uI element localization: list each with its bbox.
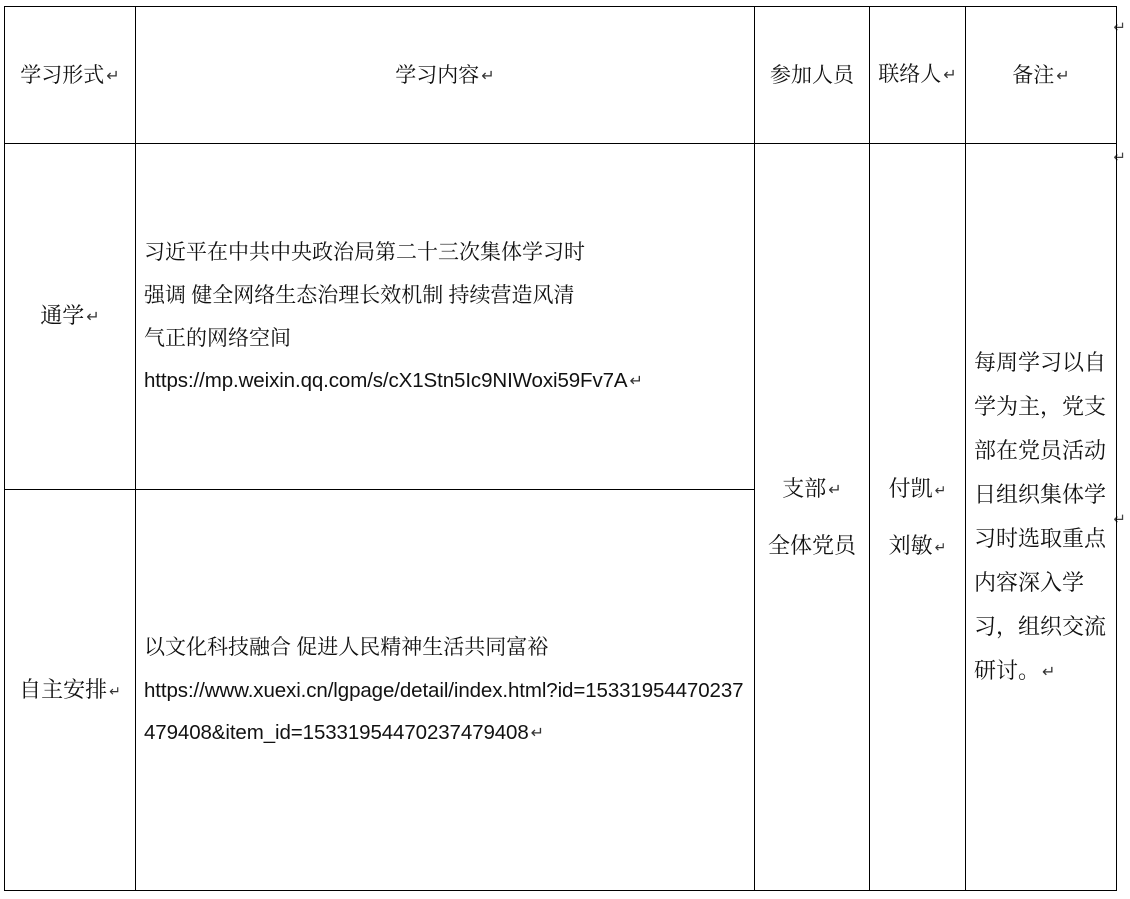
paragraph-mark-icon: ↵: [1042, 662, 1056, 681]
study-form-label-2: 自主安排: [19, 676, 108, 702]
contact-name-1: 付凯: [888, 475, 933, 501]
content-line: 强调 健全网络生态治理长效机制 持续营造风清: [144, 282, 575, 307]
paragraph-mark-icon: ↵: [934, 482, 947, 499]
remark-text: 每周学习以自学为主，党支部在党员活动日组织集体学习时选取重点内容深入学习，组织交流研讨。: [974, 350, 1107, 683]
cell-contacts: [870, 144, 966, 891]
content-line: 以文化科技融合 促进人民精神生活共同富裕: [144, 635, 549, 660]
content-link-1[interactable]: [144, 360, 746, 402]
content-link-2[interactable]: [144, 670, 746, 754]
cell-study-form-2: [5, 490, 136, 891]
margin-paragraph-mark: ↵: [1113, 18, 1126, 36]
cell-participants: [755, 144, 870, 891]
paragraph-mark-icon: ↵: [109, 683, 121, 700]
cell-remark: [966, 144, 1117, 891]
margin-paragraph-mark: ↵: [1113, 510, 1126, 528]
header-label-study-form: 学习形式: [20, 62, 105, 87]
header-cell-study-form: [5, 7, 136, 144]
cell-study-form-1: [5, 144, 136, 490]
paragraph-mark-icon: ↵: [530, 722, 544, 742]
paragraph-mark-icon: ↵: [86, 307, 100, 327]
paragraph-mark-icon: ↵: [481, 65, 495, 85]
paragraph-mark-icon: ↵: [828, 479, 842, 499]
study-form-label-1: 通学: [40, 303, 85, 329]
margin-paragraph-mark: ↵: [1113, 148, 1126, 166]
paragraph-mark-icon: ↵: [943, 65, 957, 85]
content-link-text-2: https://www.xuexi.cn/lgpage/detail/index.html?id=15331954470237479408&item_id=15331954470237479408: [144, 678, 744, 744]
participants-line-2: 全体党员: [767, 533, 856, 558]
participants-line-1: 支部: [782, 475, 827, 501]
contact-entry-2-wrap: [878, 517, 957, 574]
header-label-contact: 联络人: [878, 62, 942, 87]
content-link-text-1: https://mp.weixin.qq.com/s/cX1Stn5Ic9NIWoxi59Fv7A: [144, 369, 628, 393]
study-plan-table: [4, 6, 1117, 891]
content-line: 习近平在中共中央政治局第二十三次集体学习时: [144, 239, 585, 264]
header-cell-participants: [755, 7, 870, 144]
header-cell-contact: [870, 7, 966, 144]
cell-study-content-1: [136, 144, 755, 490]
participants-line-1-wrap: [763, 460, 861, 517]
header-cell-study-content: [136, 7, 755, 144]
header-label-study-content: 学习内容: [395, 62, 480, 87]
header-label-participants: 参加人员: [770, 62, 854, 87]
table-header-row: [5, 7, 1117, 144]
paragraph-mark-icon: ↵: [1056, 65, 1070, 85]
paragraph-mark-icon: ↵: [106, 65, 120, 85]
header-label-remark: 备注: [1012, 62, 1055, 87]
table-row: [5, 144, 1117, 490]
contact-entry-1-wrap: [878, 460, 957, 517]
cell-study-content-2: [136, 490, 755, 891]
header-cell-remark: [966, 7, 1117, 144]
contact-name-2: 刘敏: [888, 533, 933, 558]
paragraph-mark-icon: ↵: [629, 371, 643, 391]
paragraph-mark-icon: ↵: [934, 540, 947, 556]
content-line: 气正的网络空间: [144, 326, 291, 351]
